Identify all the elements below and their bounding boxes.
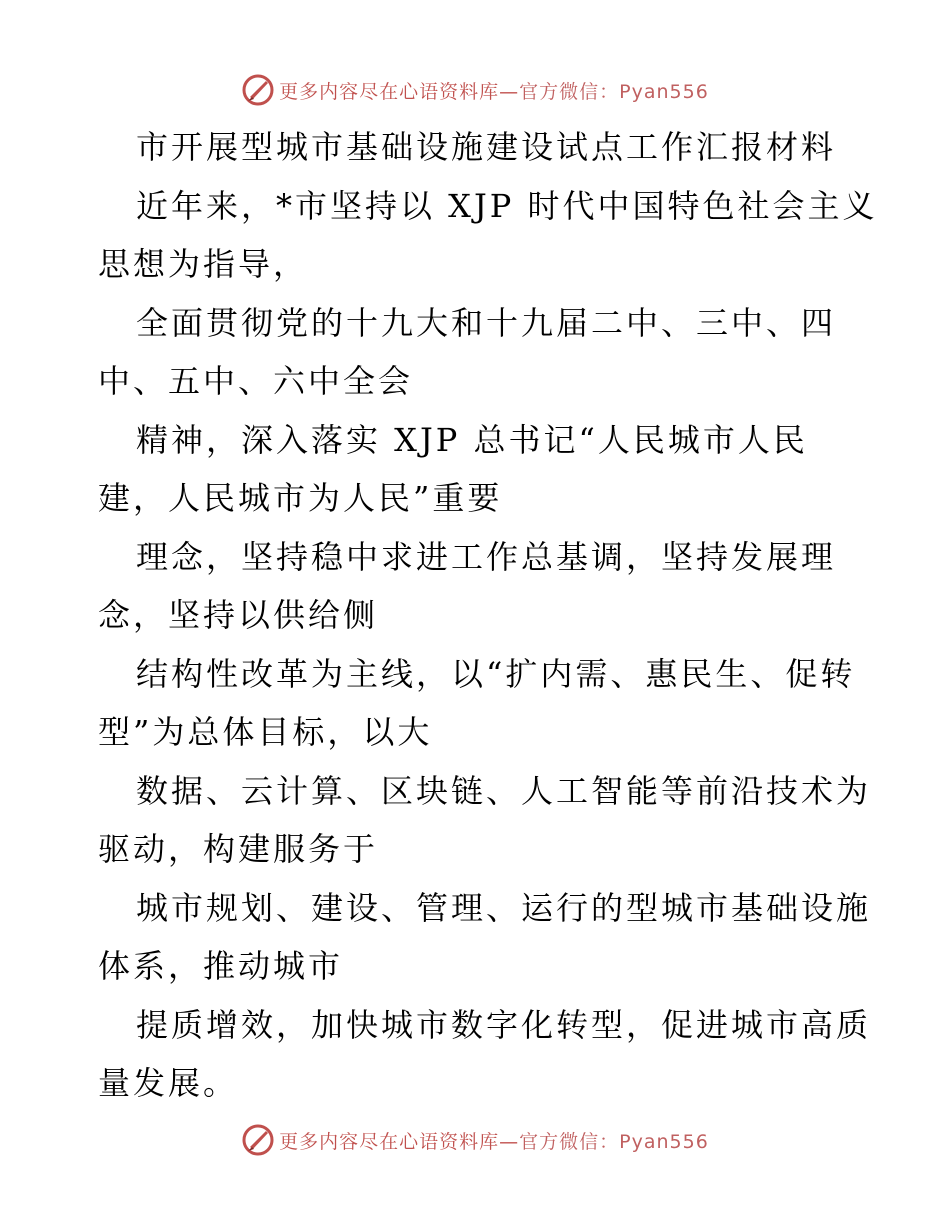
document-body (98, 118, 878, 1113)
quill-logo-icon (241, 73, 275, 107)
text-line: 城市规划、建设、管理、运行的型城市基础设施 (136, 888, 872, 927)
text-line: 近年来，*市坚持以 XJP 时代中国特色社会主义 (136, 186, 878, 225)
text-line: 提质增效，加快城市数字化转型，促进城市高质 (136, 1005, 872, 1044)
watermark-wechat-text: 官方微信：Pyan556 (519, 1130, 709, 1153)
text-line: 结构性改革为主线，以“扩内需、惠民生、促转 (136, 654, 856, 693)
text-line: 体系，推动城市 (98, 947, 344, 985)
text-line: 念，坚持以供给侧 (98, 596, 379, 634)
watermark-site-text: 更多内容尽在心语资料库— (279, 80, 520, 103)
text-line: 建，人民城市为人民”重要 (98, 479, 503, 517)
watermark-header (0, 70, 950, 110)
text-line: 量发展。 (98, 1064, 239, 1102)
text-line: 全面贯彻党的十九大和十九届二中、三中、四 (136, 303, 837, 342)
text-line: 理念，坚持稳中求进工作总基调，坚持发展理 (136, 537, 837, 576)
text-line: 型”为总体目标，以大 (98, 713, 433, 751)
watermark-site-text: 更多内容尽在心语资料库— (279, 1130, 520, 1153)
text-line: 驱动，构建服务于 (98, 830, 379, 868)
text-line: 市开展型城市基础设施建设试点工作汇报材料 (136, 128, 837, 166)
text-line: 思想为指导， (98, 245, 309, 283)
text-line: 中、五中、六中全会 (98, 362, 414, 400)
quill-logo-icon (241, 1123, 275, 1157)
text-line: 精神，深入落实 XJP 总书记“人民城市人民 (136, 420, 808, 459)
watermark-footer (0, 1120, 950, 1160)
text-line: 数据、云计算、区块链、人工智能等前沿技术为 (136, 771, 872, 810)
watermark-wechat-text: 官方微信：Pyan556 (519, 80, 709, 103)
